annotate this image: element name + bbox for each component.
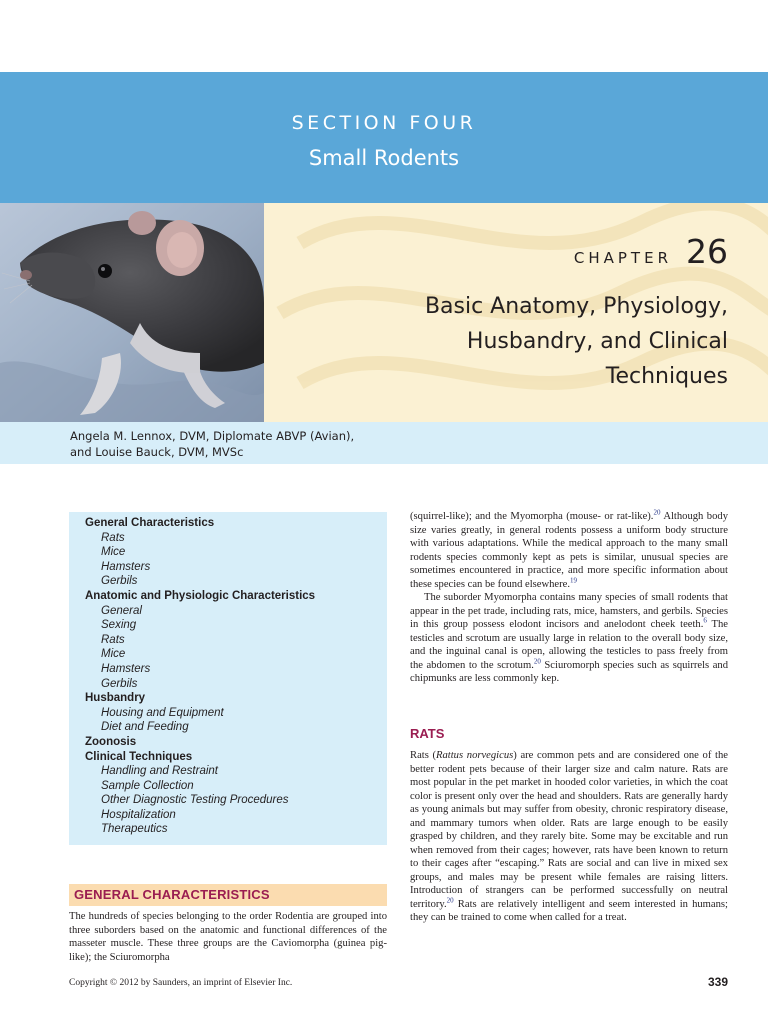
reference: 20 [533, 656, 541, 665]
chapter-label: CHAPTER [573, 249, 672, 267]
chapter-number: 26 [686, 232, 728, 271]
page-number: 339 [707, 975, 728, 989]
rat-photo [0, 203, 264, 422]
heading-text: GENERAL CHARACTERISTICS [74, 887, 270, 902]
outline-subitem: Housing and Equipment [101, 706, 224, 719]
outline-subitem: Other Diagnostic Testing Procedures [101, 794, 289, 807]
reference: 20 [446, 895, 454, 904]
section-title: Small Rodents [308, 146, 460, 170]
section-banner [0, 72, 768, 203]
outline-heading: Clinical Techniques [85, 750, 193, 763]
scientific-name: Rattus norvegicus [436, 750, 514, 761]
chapter-heading [574, 232, 728, 271]
outline-subitem: Handling and Restraint [101, 765, 218, 778]
author-line: and Louise Bauck, DVM, MVSc [70, 445, 244, 459]
outline-heading: Zoonosis [85, 735, 137, 748]
reference: 6 [703, 616, 707, 625]
reference: 19 [570, 575, 578, 584]
chapter-outline [69, 512, 387, 845]
left-column-body [69, 910, 387, 964]
reference: 20 [653, 508, 661, 517]
outline-subitem: Hospitalization [101, 808, 176, 821]
outline-subitem: Hamsters [101, 662, 151, 675]
authors-band [0, 422, 768, 464]
section-heading-rats: RATS [410, 726, 445, 741]
outline-subitem: Mice [101, 648, 126, 661]
outline-subitem: Gerbils [101, 575, 138, 588]
outline-subitem: Rats [101, 633, 125, 646]
chapter-title [308, 289, 728, 394]
right-column-body [410, 510, 728, 686]
outline-subitem: Gerbils [101, 677, 138, 690]
outline-subitem: Therapeutics [101, 823, 168, 836]
rats-body [410, 749, 728, 925]
section-heading-general-characteristics [69, 884, 387, 906]
outline-heading: Husbandry [85, 692, 146, 705]
copyright: Copyright © 2012 by Saunders, an imprint of Elsevier Inc. [69, 978, 293, 988]
outline-heading: Anatomic and Physiologic Characteristics [85, 589, 316, 602]
outline-subitem: Diet and Feeding [101, 721, 189, 734]
paragraph: The hundreds of species belonging to the order Rodentia are grouped into three suborders based on the anatomic and functional differences of the masseter muscle. These three groups are the Caviomorpha (guinea pig-like); the Sciuromorpha [69, 911, 387, 963]
outline-subitem: Sample Collection [101, 779, 194, 792]
outline-subitem: Hamsters [101, 560, 151, 573]
outline-heading: General Characteristics [85, 517, 215, 529]
section-label: SECTION FOUR [291, 112, 477, 134]
outline-subitem: Mice [101, 546, 126, 559]
chapter-title-line: Basic Anatomy, Physiology, [424, 294, 728, 319]
paragraph: The suborder Myomorpha contains many species of small rodents that appear in the pet trade, including rats, mice, hamsters, and gerbils. Species in this group possess elodont incisors and anelodont cheek teeth.$^6$ The testicles and scrotum are usually large in relation to the overall body size, and the inguinal canal is open, allowing the testicles to pass freely from the abdomen to the scrotum.$^{20}$ Sciuromorph species such as squirrels and chipmunks are less commonly kep. [410, 592, 729, 684]
author-line: Angela M. Lennox, DVM, Diplomate ABVP (Avian), [70, 429, 355, 443]
chapter-title-line: Techniques [605, 364, 728, 389]
outline-subitem: General [101, 604, 142, 617]
chapter-title-line: Husbandry, and Clinical [466, 329, 728, 354]
outline-subitem: Sexing [101, 619, 137, 632]
paragraph: (squirrel-like); and the Myomorpha (mouse- or rat-like).$^{20}$ Although body size varies greatly, in general rodents possess a uniform body structure with various adaptations. While the medical approach to the many small rodents species commonly kept as pets is similar, unusual species are sometimes encountered in practice, and more specific information about these species can be found elsewhere.$^{19}$ [410, 508, 728, 590]
authors [70, 428, 354, 460]
paragraph: Rats (Rattus norvegicus) are common pets and are considered one of the better rodent pets because of their larger size and calm nature. Rats are most popular in the pet market in hooded color varieties, in which the coat color is present only over the head and shoulders. Rats are generally hardy as young animals but may suffer from obesity, chronic respiratory disease, and mammary tumors when older. Rats are large enough to be easily grasped by children, and they rarely bite. Some may be excitable and run when removed from their cages; however, rats have been known to return to their cages after “escaping.” Rats are social and can live in mixed sex groups, and males may be present while females are raising litters. Introduction of strangers can be performed successfully on neutral territory.$^{20}$ Rats are relatively intelligent and seem interested in humans; they can be trained to come when called for a treat. [410, 750, 728, 923]
outline-subitem: Rats [101, 531, 125, 544]
outline-list [69, 512, 387, 837]
